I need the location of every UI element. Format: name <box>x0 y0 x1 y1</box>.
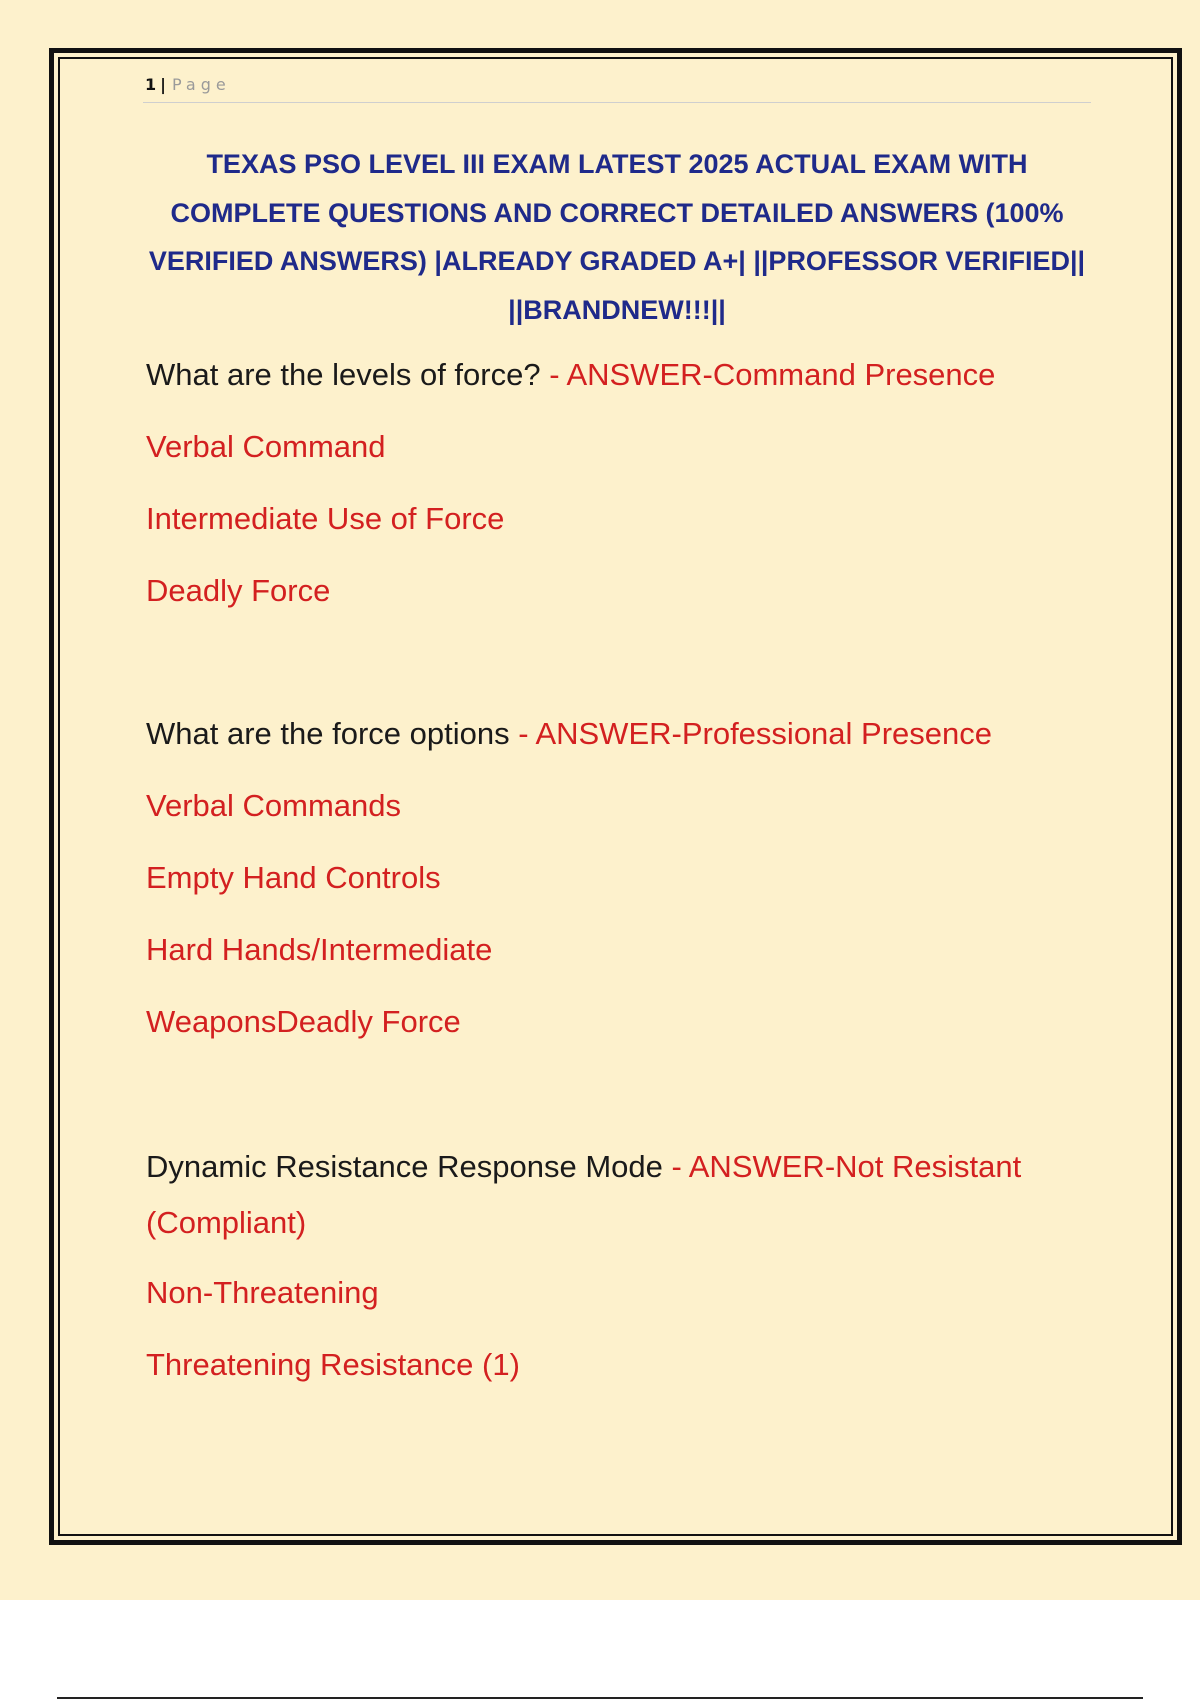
question-text: What are the levels of force? <box>146 357 541 392</box>
qa-question-line <box>146 347 1096 419</box>
question-text: Dynamic Resistance Response Mode <box>146 1149 663 1184</box>
qa-item-3 <box>146 1139 1071 1409</box>
answer-line: Empty Hand Controls <box>146 860 441 895</box>
answer-line: Verbal Command <box>146 429 386 464</box>
header-divider <box>143 102 1091 103</box>
answer-line: Intermediate Use of Force <box>146 501 505 536</box>
page-number-header <box>145 75 231 94</box>
answer-line: Deadly Force <box>146 573 331 608</box>
answer-intro: - ANSWER-Professional Presence <box>518 716 992 751</box>
page-number: 1 <box>145 75 159 94</box>
qa-question-line <box>146 1139 1071 1251</box>
page-number-separator: | <box>160 75 168 94</box>
answer-line: Non-Threatening <box>146 1275 379 1310</box>
document-title: TEXAS PSO LEVEL III EXAM LATEST 2025 ACTUAL EXAM WITH COMPLETE QUESTIONS AND CORRECT DETAILED ANSWERS (100% VERIFIED ANSWERS) |ALREADY GRADED A+| ||PROFESSOR VERIFIED|| ||BRANDNEW!!!|| <box>148 149 1086 325</box>
question-text: What are the force options <box>146 716 510 751</box>
answer-line: WeaponsDeadly Force <box>146 1004 461 1039</box>
answer-line: Hard Hands/Intermediate <box>146 932 493 967</box>
qa-item-1 <box>146 347 1096 635</box>
answer-line: Verbal Commands <box>146 788 402 823</box>
answer-intro: - ANSWER-Not Resistant (Compliant) <box>146 1149 1022 1240</box>
next-page-divider <box>57 1697 1143 1699</box>
qa-item-2 <box>146 706 1096 1066</box>
answer-line: Threatening Resistance (1) <box>146 1347 520 1382</box>
qa-question-line <box>146 706 1096 778</box>
page-label: Page <box>171 75 231 94</box>
answer-intro: - ANSWER-Command Presence <box>549 357 996 392</box>
